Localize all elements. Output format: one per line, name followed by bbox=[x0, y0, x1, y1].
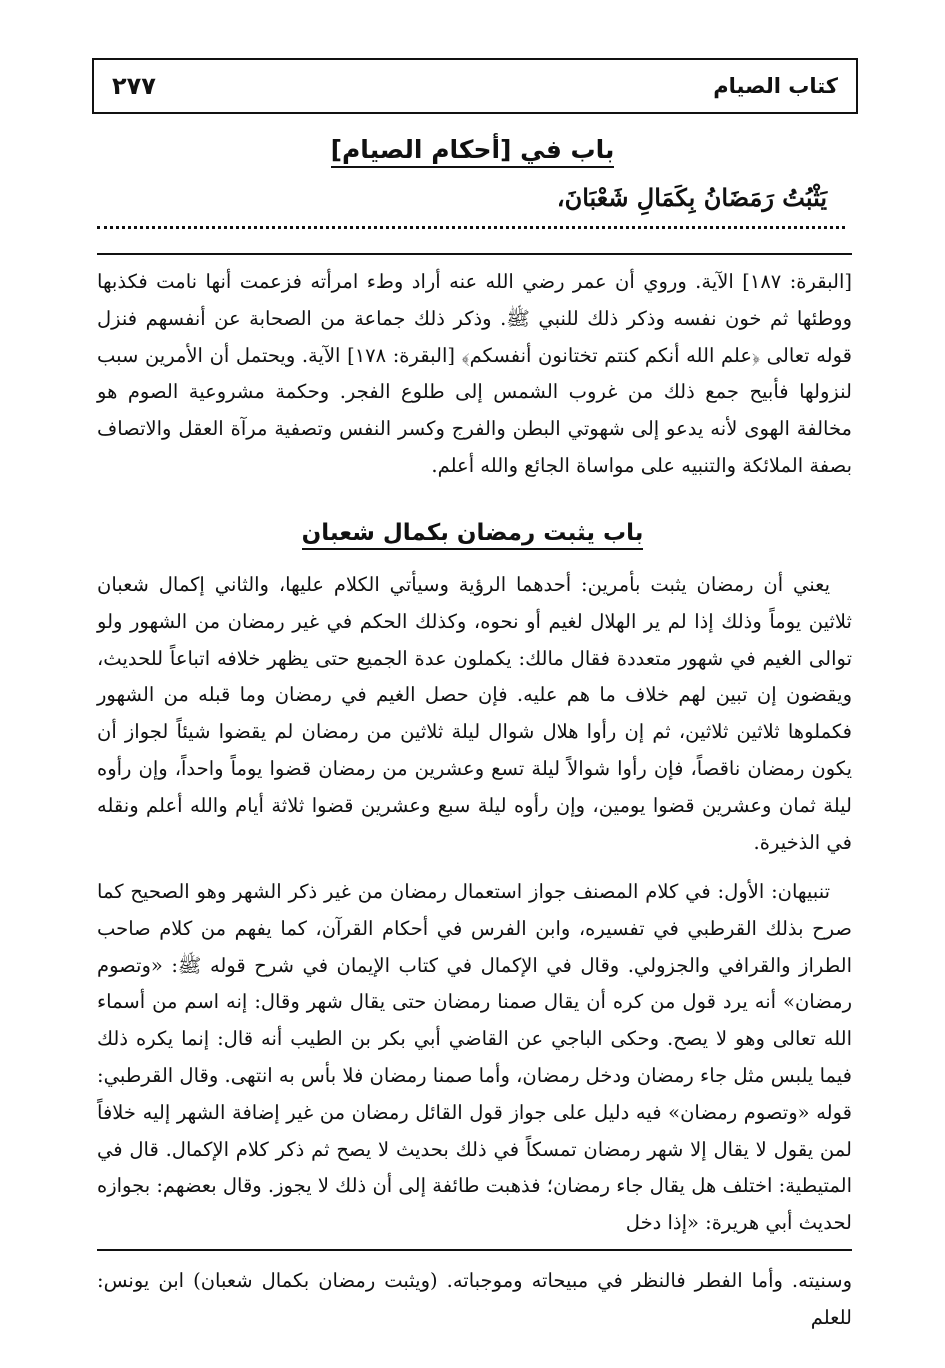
bottom-line bbox=[97, 1263, 852, 1337]
paragraph-2-text: تنبيهان: الأول: في كلام المصنف جواز استعمال رمضان من غير ذكر الشهر وهو الصحيح كما صرح بذلك القرطبي في تفسيره، وابن الفرس في أحكام القرآن، كما يفهم من كلام صاحب الطراز والقرافي والجزولي. وقال في الإكمال في كتاب الإيمان في شرح قوله ﷺ: «وتصوم رمضان» أنه يرد قول من كره أن يقال صمنا رمضان حتى يقال شهر وقال: إنه اسم من أسماء الله تعالى وهو لا يصح. وحكى الباجي عن القاضي أبي بكر بن الطيب أنه قال: إنما يكره ذلك فيما يلبس مثل جاء رمضان ودخل رمضان، وأما صمنا رمضان فلا بأس به انتهى. وقال القرطبي: قوله «وتصوم رمضان» فيه دليل على جواز قول القائل رمضان من غير إضافة الشهر إليه خلافاً لمن يقول لا يقال إلا شهر رمضان تمسكاً في ذلك بحديث لا يصح ثم ذكر كلام الإكمال. قال في المتيطية: اختلف هل يقال جاء رمضان؛ فذهبت طائفة إلى أن ذلك لا يجوز. وقال بعضهم: بجوازه لحديث أبي هريرة: «إذا دخل bbox=[97, 880, 852, 1235]
running-head bbox=[92, 58, 858, 114]
running-head-title: كتاب الصيام bbox=[713, 74, 838, 98]
matn-text: يَثْبُتُ رَمَضَانُ بِكَمَالِ شَعْبَانَ، bbox=[556, 183, 827, 212]
dotted-divider bbox=[97, 226, 845, 229]
section-title-text: باب يثبت رمضان بكمال شعبان bbox=[302, 520, 644, 550]
chapter-title bbox=[0, 135, 945, 164]
top-rule bbox=[97, 253, 852, 255]
bottom-rule bbox=[97, 1249, 852, 1251]
paragraph-1-text: يعني أن رمضان يثبت بأمرين: أحدهما الرؤية وسيأتي الكلام عليها، والثاني إكمال شعبان ثلاثين يوماً وذلك إذا لم ير الهلال لغيم أو نحوه، وكذلك الحكم في غير رمضان من الشهور ولو توالى الغيم في شهور متعددة فقال مالك: يكملون عدة الجميع حتى يظهر خلافه اتباعاً للحديث، ويقضون إن تبين لهم خلاف ما هم عليه. فإن حصل الغيم في رمضان وما قبله من الشهور فكملوها ثلاثين ثلاثين، ثم إن رأوا هلال شوال ليلة ثلاثين من رمضان لم يقضوا شيئاً لجواز أن يكون رمضان ناقصاً، فإن رأوا شوالاً ليلة تسع وعشرين من رمضان قضوا يوماً واحداً، وإن رأوه ليلة ثمان وعشرين قضوا يومين، وإن رأوه ليلة سبع وعشرين قضوا ثلاثة أيام والله أعلم ونقله في الذخيرة. bbox=[97, 573, 852, 854]
commentary-top bbox=[97, 264, 852, 485]
paragraph-1 bbox=[97, 567, 852, 861]
commentary-top-text: [البقرة: ١٨٧] الآية. وروي أن عمر رضي الله عنه أراد وطء امرأته فزعمت أنها نامت فكذبها ووطئها ثم خون نفسه وذكر ذلك للنبي ﷺ. وذكر ذلك جماعة من الصحابة عن أنفسهم فنزل قوله تعالى ﴿علم الله أنكم كنتم تختانون أنفسكم﴾ [البقرة: ١٧٨] الآية. ويحتمل أن الأمرين سبب لنزولها فأبيح جمع ذلك من غروب الشمس إلى طلوع الفجر. وحكمة مشروعية الصوم هو مخالفة الهوى لأنه يدعو إلى شهوتي البطن والفرج وكسر النفس وتصفية مرآة العقل والاتصاف بصفة الملائكة والتنبيه على مواساة الجائع والله أعلم. bbox=[97, 270, 852, 477]
bottom-line-text: وسنيته. وأما الفطر فالنظر في مبيحاته وموجباته. (ويثبت رمضان بكمال شعبان) ابن يونس: للعلم bbox=[97, 1269, 852, 1329]
section-title bbox=[0, 520, 945, 546]
page-number: ٢٧٧ bbox=[112, 72, 156, 100]
paragraph-2 bbox=[97, 874, 852, 1242]
chapter-title-text: باب في [أحكام الصيام] bbox=[331, 135, 615, 168]
